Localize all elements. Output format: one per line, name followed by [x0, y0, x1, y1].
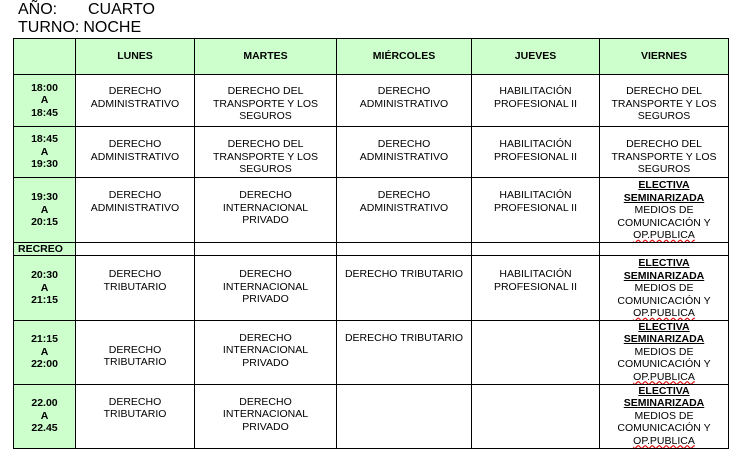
corner-cell — [14, 39, 76, 75]
class-cell: DERECHO DEL TRANSPORTE Y LOS SEGUROS — [600, 75, 729, 127]
class-cell: DERECHO INTERNACIONAL PRIVADO — [195, 178, 337, 243]
schedule-row — [14, 127, 729, 178]
class-cell: DERECHO TRIBUTARIO — [76, 256, 195, 321]
empty-cell — [472, 320, 600, 384]
class-cell: DERECHO ADMINISTRATIVO — [76, 178, 195, 243]
class-cell: HABILITACIÓN PROFESIONAL II — [472, 178, 600, 243]
class-cell: HABILITACIÓN PROFESIONAL II — [472, 75, 600, 127]
time-slot: 20:30 A 21:15 — [14, 256, 76, 321]
schedule-header — [18, 1, 155, 37]
class-cell: HABILITACIÓN PROFESIONAL II — [472, 127, 600, 178]
recess-cell — [195, 242, 337, 256]
class-cell: DERECHO TRIBUTARIO — [337, 320, 472, 384]
class-cell: DERECHO TRIBUTARIO — [76, 384, 195, 448]
year-row — [18, 1, 155, 19]
class-cell: DERECHO ADMINISTRATIVO — [337, 75, 472, 127]
class-cell: DERECHO ADMINISTRATIVO — [76, 127, 195, 178]
recess-row — [14, 242, 729, 256]
day-header: LUNES — [76, 39, 195, 75]
empty-cell — [472, 384, 600, 448]
class-cell: HABILITACIÓN PROFESIONAL II — [472, 256, 600, 321]
schedule-row — [14, 320, 729, 384]
schedule-row — [14, 256, 729, 321]
schedule-row — [14, 384, 729, 448]
day-header: MARTES — [195, 39, 337, 75]
empty-cell — [337, 384, 472, 448]
shift-value: NOCHE — [83, 19, 142, 36]
recess-label: RECREO — [14, 242, 76, 256]
time-slot: 19:30 A 20:15 — [14, 178, 76, 243]
class-cell: DERECHO TRIBUTARIO — [337, 256, 472, 321]
class-cell: DERECHO INTERNACIONAL PRIVADO — [195, 384, 337, 448]
recess-cell — [337, 242, 472, 256]
class-cell: DERECHO ADMINISTRATIVO — [337, 178, 472, 243]
schedule-table — [13, 38, 729, 449]
day-header-row — [14, 39, 729, 75]
class-cell: DERECHO DEL TRANSPORTE Y LOS SEGUROS — [600, 127, 729, 178]
elective-cell: ELECTIVA SEMINARIZADA MEDIOS DE COMUNICACIÓN Y OP.PUBLICA — [600, 384, 729, 448]
day-header: VIERNES — [600, 39, 729, 75]
class-cell: DERECHO TRIBUTARIO — [76, 320, 195, 384]
class-cell: DERECHO DEL TRANSPORTE Y LOS SEGUROS — [195, 75, 337, 127]
elective-cell: ELECTIVA SEMINARIZADA MEDIOS DE COMUNICACIÓN Y OP.PUBLICA — [600, 178, 729, 243]
day-header: JUEVES — [472, 39, 600, 75]
year-value: CUARTO — [88, 1, 155, 18]
schedule-row — [14, 75, 729, 127]
recess-cell — [600, 242, 729, 256]
time-slot: 18:45 A 19:30 — [14, 127, 76, 178]
time-slot: 22.00 A 22.45 — [14, 384, 76, 448]
time-slot: 21:15 A 22:00 — [14, 320, 76, 384]
class-cell: DERECHO ADMINISTRATIVO — [76, 75, 195, 127]
class-cell: DERECHO ADMINISTRATIVO — [337, 127, 472, 178]
recess-cell — [472, 242, 600, 256]
recess-cell — [76, 242, 195, 256]
shift-label: TURNO: — [18, 19, 80, 36]
elective-cell: ELECTIVA SEMINARIZADA MEDIOS DE COMUNICACIÓN Y OP.PUBLICA — [600, 256, 729, 321]
schedule-row — [14, 178, 729, 243]
day-header: MIÉRCOLES — [337, 39, 472, 75]
class-cell: DERECHO INTERNACIONAL PRIVADO — [195, 256, 337, 321]
class-cell: DERECHO DEL TRANSPORTE Y LOS SEGUROS — [195, 127, 337, 178]
year-label: AÑO: — [18, 1, 58, 18]
time-slot: 18:00 A 18:45 — [14, 75, 76, 127]
elective-cell: ELECTIVA SEMINARIZADA MEDIOS DE COMUNICACIÓN Y OP.PUBLICA — [600, 320, 729, 384]
shift-row — [18, 19, 155, 37]
class-cell: DERECHO INTERNACIONAL PRIVADO — [195, 320, 337, 384]
